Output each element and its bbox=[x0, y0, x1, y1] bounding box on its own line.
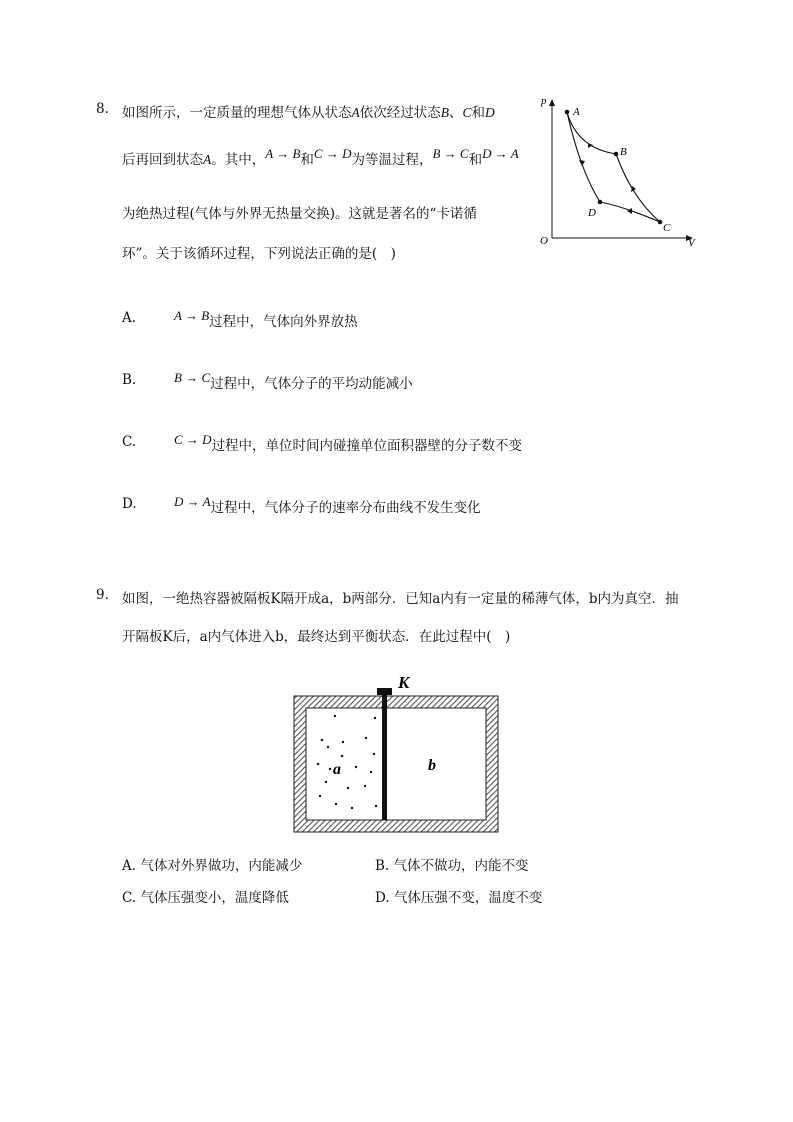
q8-line2-text-a: 后再回到状态 bbox=[122, 152, 203, 168]
q8-line2-text-c: 为等温过程， bbox=[351, 152, 433, 168]
q8-option-c-math: C → D bbox=[174, 432, 212, 447]
q9-option-d[interactable] bbox=[375, 886, 542, 906]
arrow-cd bbox=[627, 208, 632, 214]
q8-option-a-letter[interactable]: A. bbox=[122, 310, 137, 326]
q9-number: 9. bbox=[96, 587, 109, 603]
partition-k bbox=[382, 694, 387, 820]
q9-option-c[interactable] bbox=[122, 886, 289, 906]
q9-option-c-letter: C. bbox=[122, 890, 137, 906]
point-c bbox=[658, 220, 663, 225]
q8-line1 bbox=[122, 101, 495, 121]
label-k: K bbox=[398, 673, 410, 692]
arrow-da bbox=[579, 160, 585, 166]
q9-option-a[interactable] bbox=[122, 854, 302, 874]
q8-and: 和 bbox=[471, 105, 486, 121]
point-a bbox=[565, 110, 570, 115]
q8-option-a-text: 过程中，气体向外界放热 bbox=[209, 314, 358, 330]
q8-option-c[interactable] bbox=[174, 434, 522, 454]
curve-ab bbox=[567, 112, 616, 154]
q8-pv-diagram bbox=[532, 90, 702, 250]
label-b-region: b bbox=[428, 757, 436, 774]
q9-container-diagram bbox=[290, 668, 512, 838]
q8-line4: 环”。关于该循环过程，下列说法正确的是( ) bbox=[122, 246, 396, 262]
q8-math-cd: C → D bbox=[313, 146, 352, 161]
q8-math-da: D → A bbox=[482, 146, 519, 161]
q8-math-ab: A → B bbox=[265, 146, 301, 161]
q8-number: 8. bbox=[96, 101, 109, 117]
q8-option-b-math: B → C bbox=[174, 370, 211, 385]
q8-line1-text-a: 如图所示，一定质量的理想气体从状态 bbox=[122, 105, 352, 121]
q8-sep: 、 bbox=[449, 105, 463, 121]
q9-option-d-letter: D. bbox=[375, 890, 390, 906]
point-d bbox=[598, 200, 603, 205]
q8-option-a[interactable] bbox=[174, 310, 358, 330]
q9-line1: 如图，一绝热容器被隔板K隔开成a，b两部分．已知a内有一定量的稀薄气体，b内为真空．抽 bbox=[122, 591, 679, 607]
label-a: A bbox=[573, 106, 580, 118]
q8-and2: 和 bbox=[300, 152, 314, 168]
q9-option-b-letter: B. bbox=[375, 858, 390, 874]
q8-option-a-math: A → B bbox=[174, 308, 210, 323]
q8-state-d: D bbox=[485, 105, 495, 120]
q9-option-d-text: 气体压强不变，温度不变 bbox=[393, 890, 543, 906]
v-axis-label: V bbox=[688, 237, 695, 249]
q8-line2 bbox=[122, 148, 519, 168]
curve-bc bbox=[616, 154, 660, 222]
label-a-region: a bbox=[333, 761, 341, 778]
q8-line3: 为绝热过程(气体与外界无热量交换)。这就是著名的“卡诺循 bbox=[122, 206, 477, 222]
q8-option-c-letter[interactable]: C. bbox=[122, 434, 137, 450]
q9-line2: 开隔板K后，a内气体进入b，最终达到平衡状态．在此过程中( ) bbox=[122, 629, 511, 645]
q8-math-bc: B → C bbox=[432, 146, 469, 161]
q8-state-a: A bbox=[351, 105, 360, 120]
label-b: B bbox=[620, 146, 627, 158]
q8-option-b-letter[interactable]: B. bbox=[122, 372, 137, 388]
q8-option-d[interactable] bbox=[174, 496, 481, 516]
q8-option-d-letter[interactable]: D. bbox=[122, 496, 137, 512]
q8-option-d-math: D → A bbox=[174, 494, 211, 509]
q8-option-c-text: 过程中，单位时间内碰撞单位面积器壁的分子数不变 bbox=[211, 438, 523, 454]
origin-label: O bbox=[540, 235, 548, 247]
q8-state-b: B bbox=[440, 105, 449, 120]
q9-option-b-text: 气体不做功，内能不变 bbox=[393, 858, 529, 874]
label-d: D bbox=[588, 207, 596, 219]
label-c: C bbox=[663, 222, 671, 234]
q9-option-a-letter: A. bbox=[122, 858, 137, 874]
q8-state-c: C bbox=[462, 105, 472, 120]
q9-option-c-text: 气体压强变小，温度降低 bbox=[140, 890, 289, 906]
q8-option-b[interactable] bbox=[174, 372, 413, 392]
q8-line2-text-b: 。其中， bbox=[211, 152, 266, 168]
q8-option-b-text: 过程中，气体分子的平均动能减小 bbox=[210, 376, 413, 392]
point-b bbox=[614, 152, 619, 157]
q8-and3: 和 bbox=[468, 152, 483, 168]
q8-option-d-text: 过程中，气体分子的速率分布曲线不发生变化 bbox=[210, 500, 481, 516]
q9-option-a-text: 气体对外界做功，内能减少 bbox=[140, 858, 303, 874]
q8-line1-text-b: 依次经过状态 bbox=[359, 105, 441, 121]
q8-state-a2: A bbox=[203, 152, 212, 167]
partition-handle bbox=[377, 688, 392, 695]
p-axis-label: p bbox=[541, 95, 547, 107]
q9-option-b[interactable] bbox=[375, 854, 529, 874]
